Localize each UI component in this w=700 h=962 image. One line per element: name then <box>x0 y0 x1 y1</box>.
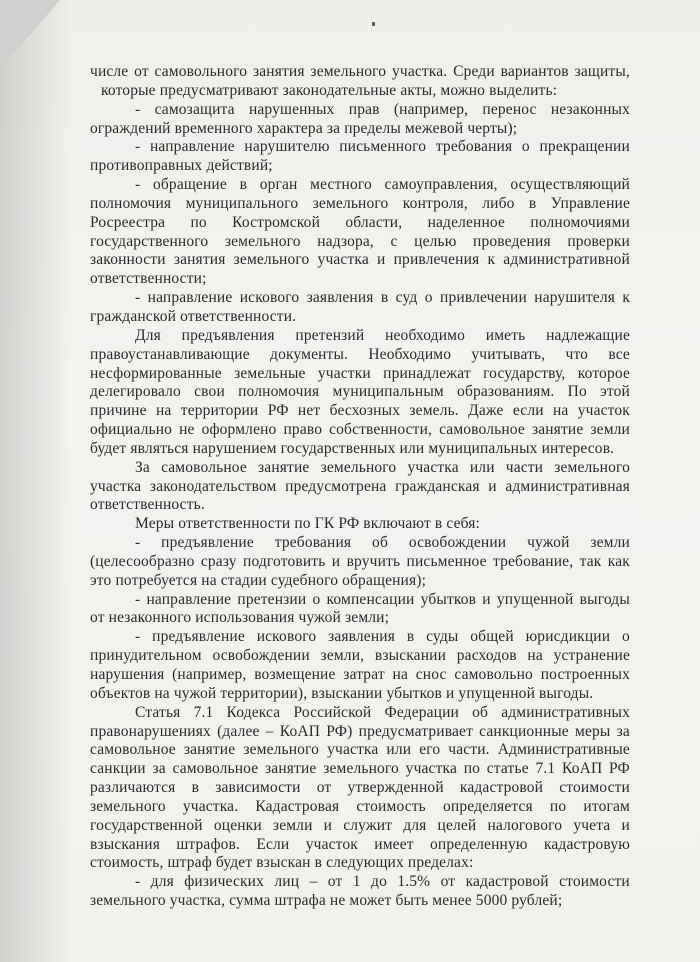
line: от незаконного использования чужой земли; <box>90 609 390 627</box>
line: (целесообразно сразу подготовить и вручить письменное требование, так как <box>90 552 630 570</box>
line: самовольное занятие земельного участка или его части. Административные <box>90 741 630 759</box>
line: несформированные земельные участки принадлежат государству, которое <box>90 364 630 382</box>
scan-edge-shadow <box>0 0 70 962</box>
line: - направление претензии о компенсации убытков и упущенной выгоды <box>135 590 630 608</box>
line: санкции за самовольное занятие земельного участка по статье 7.1 КоАП РФ <box>90 760 630 778</box>
line: числе от самовольного занятия земельного участка. Среди вариантов защиты, <box>90 63 630 80</box>
list-item-appeal-authority <box>90 176 630 289</box>
line: противоправных действий; <box>90 157 273 175</box>
line: полномочия муниципального земельного контроля, либо в Управление <box>90 194 630 212</box>
paragraph-civil-measures <box>90 515 630 534</box>
line: участка законодательством предусмотрена гражданская и административная <box>90 477 630 495</box>
list-item-lawsuit <box>90 289 630 327</box>
line: объектов на чужой территории), взыскании убытков и упущенной выгоды. <box>90 684 594 702</box>
line: - предъявление искового заявления в суды общей юрисдикции о <box>135 628 630 646</box>
line: это потребуется на стадии судебного обращения); <box>90 571 427 589</box>
scan-speck <box>372 22 375 26</box>
list-item-court-claim <box>90 628 630 703</box>
line: - самозащита нарушенных прав (например, перенос незаконных <box>135 100 630 118</box>
line: - обращение в орган местного самоуправления, осуществляющий <box>135 176 630 194</box>
list-item-self-defense <box>90 101 630 139</box>
line: Для предъявления претензий необходимо иметь надлежащие <box>135 326 630 344</box>
paragraph-article-7-1 <box>90 704 630 874</box>
line: Меры ответственности по ГК РФ включают в себя: <box>135 515 481 533</box>
line: государственного земельного надзора, с целью проведения проверки <box>90 232 630 250</box>
line: принудительном освобождении земли, взыскании расходов на устранение <box>90 647 630 665</box>
scan-folded-corner <box>0 0 60 70</box>
document-body <box>90 63 630 911</box>
line: взыскания штрафов. Если участок имеет определенную кадастровую <box>90 835 630 853</box>
line: которые предусматривают законодательные акты, можно выделить: <box>101 81 558 99</box>
paragraph-documents <box>90 327 630 459</box>
line: будет являться нарушением государственных или муниципальных интересов. <box>90 439 615 457</box>
paragraph-liability <box>90 459 630 516</box>
line: - предъявление требования об освобождении чужой земли <box>135 534 630 552</box>
line: - направление нарушителю письменного требования о прекращении <box>135 138 630 156</box>
line: Статья 7.1 Кодекса Российской Федерации об административных <box>135 703 630 721</box>
line: делегировало свои полномочия муниципальным образованиям. По этой <box>90 383 630 401</box>
line: земельного участка, сумма штрафа не может быть менее 5000 рублей; <box>90 892 563 910</box>
line: ответственности; <box>90 270 207 288</box>
line: причине на территории РФ нет бесхозных земель. Даже если на участок <box>90 402 630 420</box>
list-item-compensation-claim <box>90 591 630 629</box>
line: различаются в зависимости от утвержденной кадастровой стоимости <box>90 779 630 797</box>
list-item-written-demand <box>90 138 630 176</box>
list-item-individuals-fine <box>90 873 630 911</box>
line: правонарушениях (далее – КоАП РФ) предусматривает санкционные меры за <box>90 722 630 740</box>
line: ограждений временного характера за пределы межевой черты); <box>90 119 518 137</box>
line: государственной оценки земли и служит для целей налогового учета и <box>90 816 630 834</box>
line: - для физических лиц – от 1 до 1.5% от кадастровой стоимости <box>135 873 630 891</box>
line: За самовольное занятие земельного участка или части земельного <box>135 458 630 476</box>
line: правоустанавливающие документы. Необходимо учитывать, что все <box>90 345 630 363</box>
line: законности занятия земельного участка и привлечения к административной <box>90 251 630 269</box>
line: стоимость, штраф будет взыскан в следующих пределах: <box>90 854 474 872</box>
line: официально не оформлено право собственности, самовольное занятие земли <box>90 421 630 439</box>
list-item-release-demand <box>90 534 630 591</box>
line: - направление искового заявления в суд о привлечении нарушителя к <box>135 289 630 307</box>
line: нарушения (например, возмещение затрат на снос самовольно построенных <box>90 666 630 683</box>
line: Росреестра по Костромской области, наделенное полномочиями <box>90 213 630 231</box>
line: ответственность. <box>90 496 205 514</box>
line: земельного участка. Кадастровая стоимость определяется по итогам <box>90 797 630 815</box>
paragraph-intro <box>90 63 630 101</box>
line: гражданской ответственности. <box>90 307 297 325</box>
